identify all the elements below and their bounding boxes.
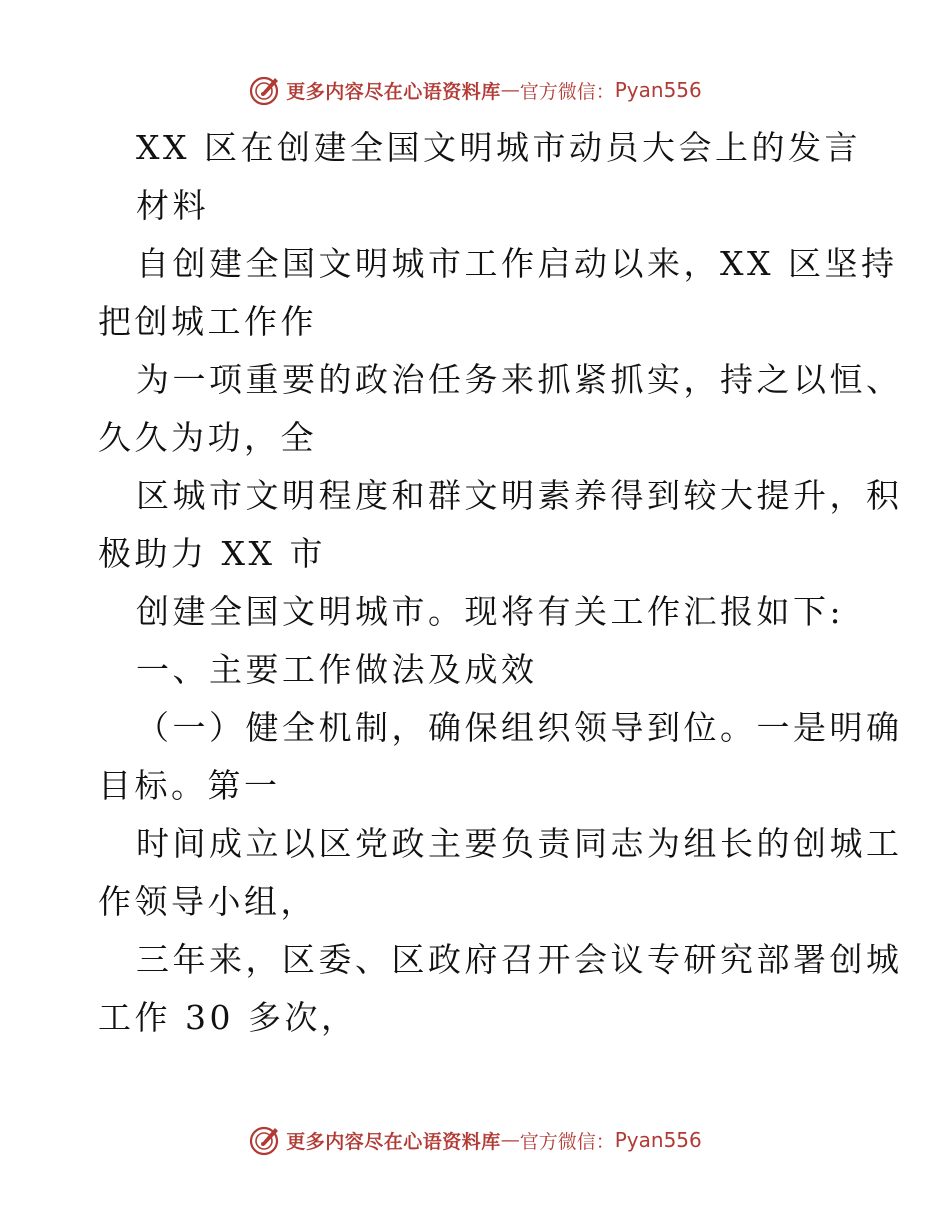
- doc-paragraph-line: 为一项重要的政治任务来抓紧抓实，持之以恒、: [136, 360, 903, 399]
- doc-paragraph-line: 久久为功，全: [98, 418, 317, 457]
- doc-paragraph-line: 作领导小组，: [98, 882, 317, 921]
- doc-paragraph-line: 区城市文明程度和群文明素养得到较大提升，积: [136, 476, 903, 515]
- doc-title-line-1: XX 区在创建全国文明城市动员大会上的发言: [136, 128, 861, 167]
- doc-title-line-2: 材料: [136, 186, 209, 225]
- doc-paragraph-line: 三年来，区委、区政府召开会议专研究部署创城: [136, 940, 903, 979]
- doc-paragraph-line: 目标。第一: [98, 766, 281, 805]
- watermark-official-label: 官方微信：: [519, 80, 615, 103]
- doc-paragraph-line: 把创城工作作: [98, 302, 317, 341]
- doc-paragraph-line: 时间成立以区党政主要负责同志为组长的创城工: [136, 824, 903, 863]
- watermark-wechat-id: Pyan556: [614, 78, 702, 102]
- watermark-text: 更多内容尽在心语资料库: [286, 80, 501, 103]
- doc-paragraph-line: 极助力 XX 市: [98, 534, 326, 573]
- doc-paragraph-line: 工作 30 多次，: [98, 998, 358, 1037]
- doc-paragraph-line: （一）健全机制，确保组织领导到位。一是明确: [136, 708, 903, 747]
- watermark-text: 更多内容尽在心语资料库: [286, 1130, 501, 1153]
- pen-nib-circle-icon: [248, 1123, 282, 1157]
- doc-section-heading: 一、主要工作做法及成效: [136, 650, 538, 689]
- watermark-official-label: 官方微信：: [519, 1130, 615, 1153]
- watermark-dash: —: [500, 79, 520, 101]
- watermark-dash: —: [500, 1129, 520, 1151]
- doc-paragraph-line: 自创建全国文明城市工作启动以来，XX 区坚持: [136, 244, 898, 283]
- watermark-wechat-id: Pyan556: [614, 1128, 702, 1152]
- doc-paragraph-line: 创建全国文明城市。现将有关工作汇报如下:: [136, 592, 845, 631]
- footer-watermark: [0, 1122, 950, 1158]
